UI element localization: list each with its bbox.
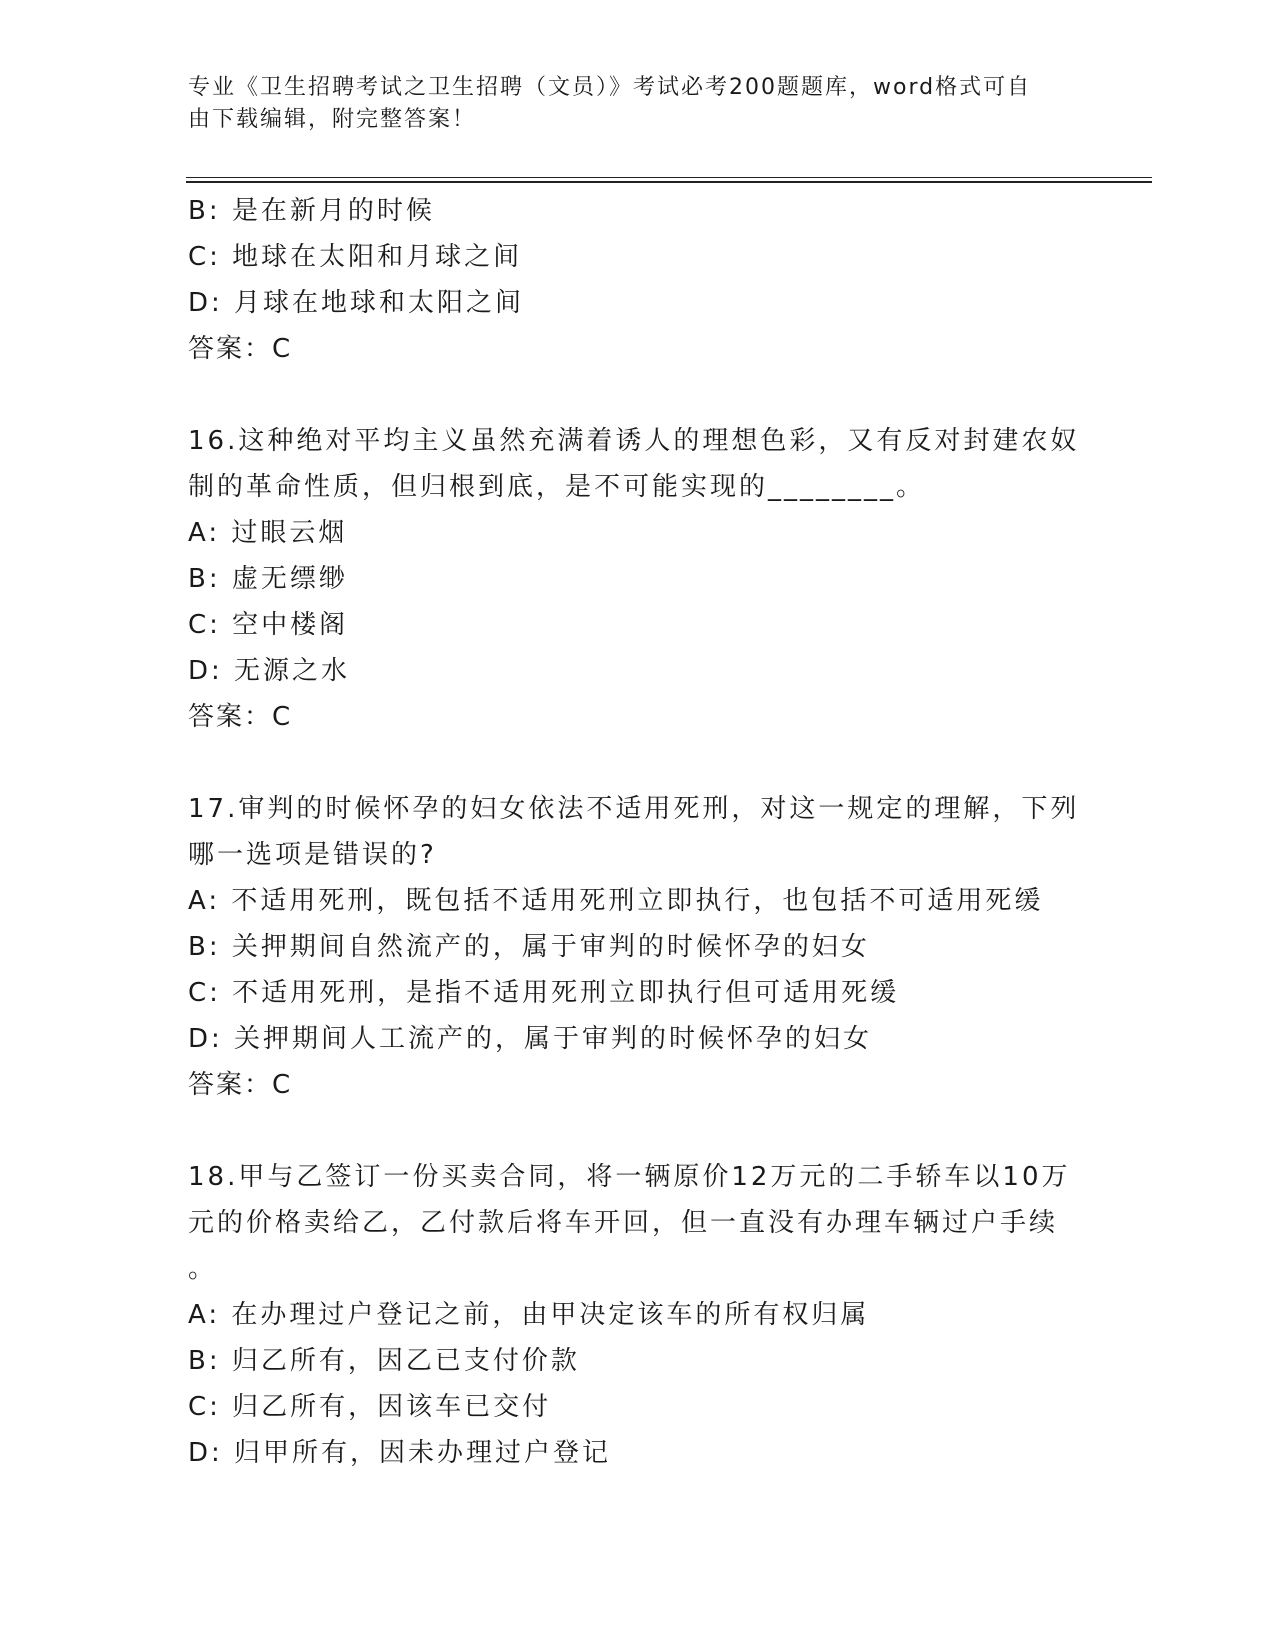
question-18 — [188, 1154, 1088, 1476]
question-stem-line: 哪一选项是错误的? — [188, 840, 437, 870]
option-c: C: 归乙所有，因该车已交付 — [188, 1392, 552, 1422]
question-stem-line: 元的价格卖给乙，乙付款后将车开回，但一直没有办理车辆过户手续 — [188, 1208, 1059, 1238]
answer-label: 答案：C — [188, 1070, 293, 1100]
question-17 — [188, 786, 1088, 1108]
answer-label: 答案：C — [188, 702, 293, 732]
answer-label: 答案：C — [188, 334, 293, 364]
question-stem-line: 。 — [188, 1254, 218, 1284]
header-divider-thin — [186, 177, 1152, 178]
option-c: C: 空中楼阁 — [188, 610, 349, 640]
option-b: B: 是在新月的时候 — [188, 196, 435, 226]
header-line-2: 由下载编辑，附完整答案！ — [188, 107, 477, 132]
option-d: D: 关押期间人工流产的，属于审判的时候怀孕的妇女 — [188, 1024, 873, 1054]
option-d: D: 月球在地球和太阳之间 — [188, 288, 525, 318]
question-stem-line: 17.审判的时候怀孕的妇女依法不适用死刑，对这一规定的理解，下列 — [188, 794, 1080, 824]
question-stem-line: 18.甲与乙签订一份买卖合同，将一辆原价12万元的二手轿车以10万 — [188, 1162, 1071, 1192]
option-b: B: 虚无缥缈 — [188, 564, 348, 594]
option-b: B: 关押期间自然流产的，属于审判的时候怀孕的妇女 — [188, 932, 870, 962]
spacer — [188, 1108, 1088, 1154]
option-c: C: 不适用死刑，是指不适用死刑立即执行但可适用死缓 — [188, 978, 900, 1008]
option-a: A: 在办理过户登记之前，由甲决定该车的所有权归属 — [188, 1300, 870, 1330]
option-b: B: 归乙所有，因乙已支付价款 — [188, 1346, 580, 1376]
question-stem-line: 制的革命性质，但归根到底，是不可能实现的________。 — [188, 472, 926, 502]
spacer — [188, 740, 1088, 786]
header-line-1: 专业《卫生招聘考试之卫生招聘（文员）》考试必考200题题库，word格式可自 — [188, 75, 1032, 100]
option-a: A: 过眼云烟 — [188, 518, 348, 548]
document-header — [188, 72, 1068, 136]
option-d: D: 归甲所有，因未办理过户登记 — [188, 1438, 612, 1468]
option-a: A: 不适用死刑，既包括不适用死刑立即执行，也包括不可适用死缓 — [188, 886, 1044, 916]
option-c: C: 地球在太阳和月球之间 — [188, 242, 523, 272]
header-divider-thick — [186, 181, 1152, 183]
question-16 — [188, 418, 1088, 740]
question-stem-line: 16.这种绝对平均主义虽然充满着诱人的理想色彩，又有反对封建农奴 — [188, 426, 1080, 456]
question-15-continued — [188, 188, 1088, 372]
spacer — [188, 372, 1088, 418]
option-d: D: 无源之水 — [188, 656, 351, 686]
question-list — [188, 188, 1088, 1476]
